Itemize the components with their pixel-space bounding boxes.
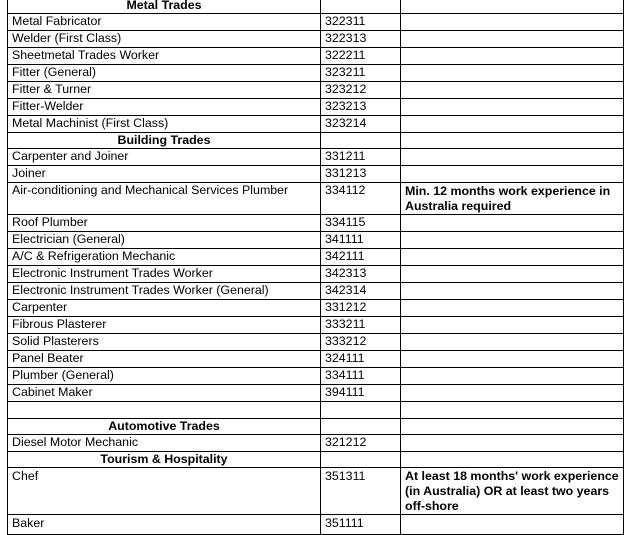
occupation-name bbox=[8, 402, 321, 419]
occupation-code: 323213 bbox=[321, 99, 401, 116]
table-row bbox=[8, 116, 624, 133]
occupation-note bbox=[401, 515, 624, 535]
occupation-note bbox=[401, 249, 624, 266]
table-row bbox=[8, 317, 624, 334]
occupation-name: Electronic Instrument Trades Worker bbox=[8, 266, 321, 283]
occupation-name: Metal Fabricator bbox=[8, 14, 321, 31]
table-row bbox=[8, 266, 624, 283]
occupation-name: Sheetmetal Trades Worker bbox=[8, 48, 321, 65]
table-row bbox=[8, 334, 624, 351]
table-row bbox=[8, 82, 624, 99]
occupation-code: 331212 bbox=[321, 300, 401, 317]
occupation-note bbox=[401, 385, 624, 402]
occupation-code: 323211 bbox=[321, 65, 401, 82]
occupation-name: Panel Beater bbox=[8, 351, 321, 368]
table-row bbox=[8, 351, 624, 368]
occupation-code: 322311 bbox=[321, 14, 401, 31]
occupation-code: 342313 bbox=[321, 266, 401, 283]
table-row bbox=[8, 149, 624, 166]
occupation-name: Cabinet Maker bbox=[8, 385, 321, 402]
occupation-note bbox=[401, 300, 624, 317]
table-row bbox=[8, 215, 624, 232]
occupation-code: 333212 bbox=[321, 334, 401, 351]
section-title: Tourism & Hospitality bbox=[8, 452, 321, 468]
occupation-note bbox=[401, 14, 624, 31]
table-row bbox=[8, 183, 624, 215]
table-row bbox=[8, 14, 624, 31]
empty-cell bbox=[401, 133, 624, 149]
occupation-code: 334112 bbox=[321, 183, 401, 215]
section-title: Metal Trades bbox=[8, 0, 321, 14]
occupation-note bbox=[401, 402, 624, 419]
occupation-code: 331213 bbox=[321, 166, 401, 183]
occupation-note bbox=[401, 31, 624, 48]
occupation-code: 351111 bbox=[321, 515, 401, 535]
occupation-name: Fitter (General) bbox=[8, 65, 321, 82]
occupation-note bbox=[401, 149, 624, 166]
occupation-code: 394111 bbox=[321, 385, 401, 402]
empty-cell bbox=[321, 452, 401, 468]
occupation-note bbox=[401, 166, 624, 183]
occupation-note: At least 18 months' work experience (in Australia) OR at least two years off-shore bbox=[401, 468, 624, 515]
occupation-code: 342314 bbox=[321, 283, 401, 300]
occupation-name: Carpenter bbox=[8, 300, 321, 317]
occupation-code: 342111 bbox=[321, 249, 401, 266]
table-row bbox=[8, 99, 624, 116]
occupation-note: Min. 12 months work experience in Australia required bbox=[401, 183, 624, 215]
table-row bbox=[8, 232, 624, 249]
occupation-name: Carpenter and Joiner bbox=[8, 149, 321, 166]
empty-cell bbox=[401, 452, 624, 468]
table-row bbox=[8, 368, 624, 385]
occupation-note bbox=[401, 334, 624, 351]
section-header-row bbox=[8, 452, 624, 468]
table-row bbox=[8, 402, 624, 419]
occupation-name: Welder (First Class) bbox=[8, 31, 321, 48]
occupation-code: 322313 bbox=[321, 31, 401, 48]
table-row bbox=[8, 515, 624, 535]
section-title: Building Trades bbox=[8, 133, 321, 149]
occupation-note bbox=[401, 317, 624, 334]
occupation-name: Fitter-Welder bbox=[8, 99, 321, 116]
occupation-code: 322211 bbox=[321, 48, 401, 65]
occupation-name: Electrician (General) bbox=[8, 232, 321, 249]
occupation-name: Roof Plumber bbox=[8, 215, 321, 232]
empty-cell bbox=[321, 419, 401, 435]
empty-cell bbox=[321, 0, 401, 14]
table-row bbox=[8, 283, 624, 300]
occupation-note bbox=[401, 283, 624, 300]
occupation-name: Plumber (General) bbox=[8, 368, 321, 385]
section-header-row bbox=[8, 133, 624, 149]
occupation-code: 334115 bbox=[321, 215, 401, 232]
table-row bbox=[8, 300, 624, 317]
table-row bbox=[8, 468, 624, 515]
occupation-name: Metal Machinist (First Class) bbox=[8, 116, 321, 133]
table-row bbox=[8, 166, 624, 183]
occupation-code: 323214 bbox=[321, 116, 401, 133]
table-row bbox=[8, 249, 624, 266]
occupation-note bbox=[401, 65, 624, 82]
occupation-code bbox=[321, 402, 401, 419]
occupation-code: 331211 bbox=[321, 149, 401, 166]
occupation-note bbox=[401, 368, 624, 385]
table-row bbox=[8, 48, 624, 65]
occupation-table bbox=[7, 0, 624, 535]
occupation-note bbox=[401, 351, 624, 368]
table-row bbox=[8, 65, 624, 82]
occupation-note bbox=[401, 435, 624, 452]
table-row bbox=[8, 435, 624, 452]
occupation-note bbox=[401, 116, 624, 133]
occupation-code: 321212 bbox=[321, 435, 401, 452]
empty-cell bbox=[401, 0, 624, 14]
occupation-note bbox=[401, 48, 624, 65]
occupation-name: Fitter & Turner bbox=[8, 82, 321, 99]
occupation-note bbox=[401, 232, 624, 249]
section-header-row bbox=[8, 419, 624, 435]
occupation-code: 341111 bbox=[321, 232, 401, 249]
occupation-name: Air-conditioning and Mechanical Services Plumber bbox=[8, 183, 321, 215]
occupation-code: 351311 bbox=[321, 468, 401, 515]
occupation-name: Diesel Motor Mechanic bbox=[8, 435, 321, 452]
occupation-code: 334111 bbox=[321, 368, 401, 385]
occupation-name: Baker bbox=[8, 515, 321, 535]
occupation-note bbox=[401, 266, 624, 283]
occupation-name: Joiner bbox=[8, 166, 321, 183]
section-title: Automotive Trades bbox=[8, 419, 321, 435]
occupation-note bbox=[401, 82, 624, 99]
table-row bbox=[8, 385, 624, 402]
occupation-name: Electronic Instrument Trades Worker (General) bbox=[8, 283, 321, 300]
empty-cell bbox=[401, 419, 624, 435]
occupation-code: 333211 bbox=[321, 317, 401, 334]
occupation-name: A/C & Refrigeration Mechanic bbox=[8, 249, 321, 266]
occupation-name: Chef bbox=[8, 468, 321, 515]
occupation-code: 323212 bbox=[321, 82, 401, 99]
occupation-code: 324111 bbox=[321, 351, 401, 368]
table-row bbox=[8, 31, 624, 48]
occupation-name: Solid Plasterers bbox=[8, 334, 321, 351]
section-header-row bbox=[8, 0, 624, 14]
occupation-note bbox=[401, 215, 624, 232]
occupation-note bbox=[401, 99, 624, 116]
empty-cell bbox=[321, 133, 401, 149]
occupation-name: Fibrous Plasterer bbox=[8, 317, 321, 334]
